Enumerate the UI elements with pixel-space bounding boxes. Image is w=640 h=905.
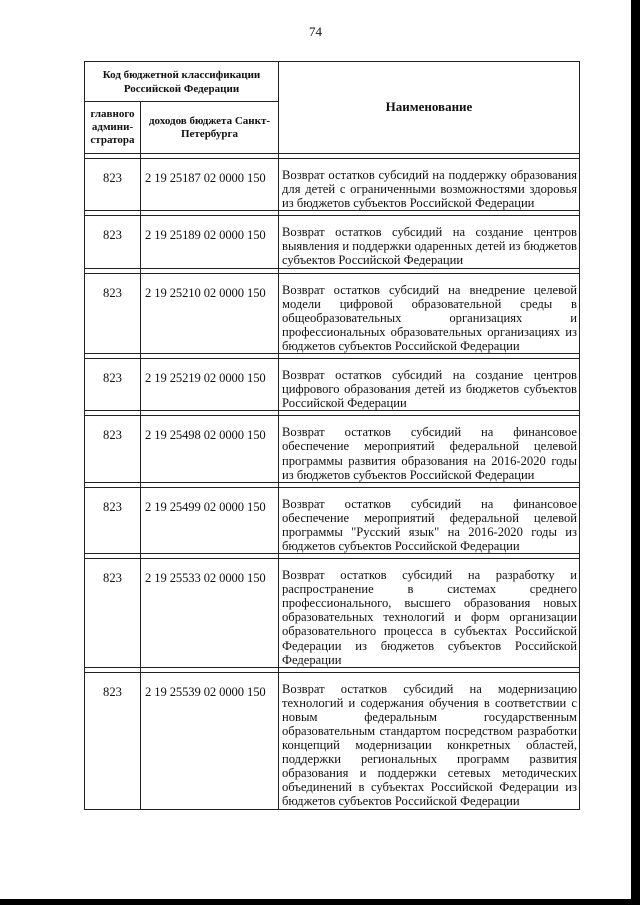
name-cell: Возврат остатков субсидий на разработку и распространение в системах среднего профессионального, высшего образования новых образовательных технологий и форм организации образовательного процесса в субъектах Российской Федерации из бюджетов субъектов Российской Федерации xyxy=(279,559,580,668)
budget-classification-table xyxy=(84,61,580,810)
admin-code-cell: 823 xyxy=(85,559,141,668)
income-code-cell: 2 19 25498 02 0000 150 xyxy=(141,416,279,482)
name-cell: Возврат остатков субсидий на финансовое обеспечение мероприятий федеральной целевой программы развития образования на 2016-2020 годы из бюджетов субъектов Российской Федерации xyxy=(279,416,580,482)
table-row xyxy=(85,359,580,411)
income-code-cell: 2 19 25533 02 0000 150 xyxy=(141,559,279,668)
admin-code-cell: 823 xyxy=(85,672,141,809)
admin-code-cell: 823 xyxy=(85,487,141,553)
admin-code-cell: 823 xyxy=(85,159,141,211)
header-admin-code: главного админи-стратора xyxy=(85,102,141,154)
name-cell: Возврат остатков субсидий на финансовое обеспечение мероприятий федеральной целевой программы "Русский язык" на 2016-2020 годы из бюджетов субъектов Российской Федерации xyxy=(279,487,580,553)
table-row xyxy=(85,159,580,211)
table-row xyxy=(85,487,580,553)
name-cell: Возврат остатков субсидий на модернизацию технологий и содержания обучения в соответствии с новым федеральным государственным образовательным стандартом посредством разработки концепций модернизации конкретных областей, поддержки региональных программ развития образования и поддержки сетевых методических объединений в субъектах Российской Федерации из бюджетов субъектов Российской Федерации xyxy=(279,672,580,809)
table-row xyxy=(85,216,580,268)
income-code-cell: 2 19 25210 02 0000 150 xyxy=(141,273,279,353)
admin-code-cell: 823 xyxy=(85,359,141,411)
table-row xyxy=(85,559,580,668)
table-row xyxy=(85,416,580,482)
admin-code-cell: 823 xyxy=(85,416,141,482)
page-number: 74 xyxy=(309,24,322,39)
name-cell: Возврат остатков субсидий на внедрение целевой модели цифровой образовательной среды в общеобразовательных организациях и профессиональных образовательных организациях из бюджетов субъектов Российской Федерации xyxy=(279,273,580,353)
table-row xyxy=(85,273,580,353)
name-cell: Возврат остатков субсидий на создание центров цифрового образования детей из бюджетов субъектов Российской Федерации xyxy=(279,359,580,411)
income-code-cell: 2 19 25187 02 0000 150 xyxy=(141,159,279,211)
table-row xyxy=(85,672,580,809)
admin-code-cell: 823 xyxy=(85,273,141,353)
name-cell: Возврат остатков субсидий на создание центров выявления и поддержки одаренных детей из бюджетов субъектов Российской Федерации xyxy=(279,216,580,268)
header-income-code: доходов бюджета Санкт-Петербурга xyxy=(141,102,279,154)
income-code-cell: 2 19 25539 02 0000 150 xyxy=(141,672,279,809)
admin-code-cell: 823 xyxy=(85,216,141,268)
header-name: Наименование xyxy=(279,62,580,154)
header-classification-group: Код бюджетной классификации Российской Федерации xyxy=(85,62,279,102)
income-code-cell: 2 19 25499 02 0000 150 xyxy=(141,487,279,553)
table-body xyxy=(85,154,580,810)
income-code-cell: 2 19 25219 02 0000 150 xyxy=(141,359,279,411)
income-code-cell: 2 19 25189 02 0000 150 xyxy=(141,216,279,268)
name-cell: Возврат остатков субсидий на поддержку образования для детей с ограниченными возможностями здоровья из бюджетов субъектов Российской Федерации xyxy=(279,159,580,211)
